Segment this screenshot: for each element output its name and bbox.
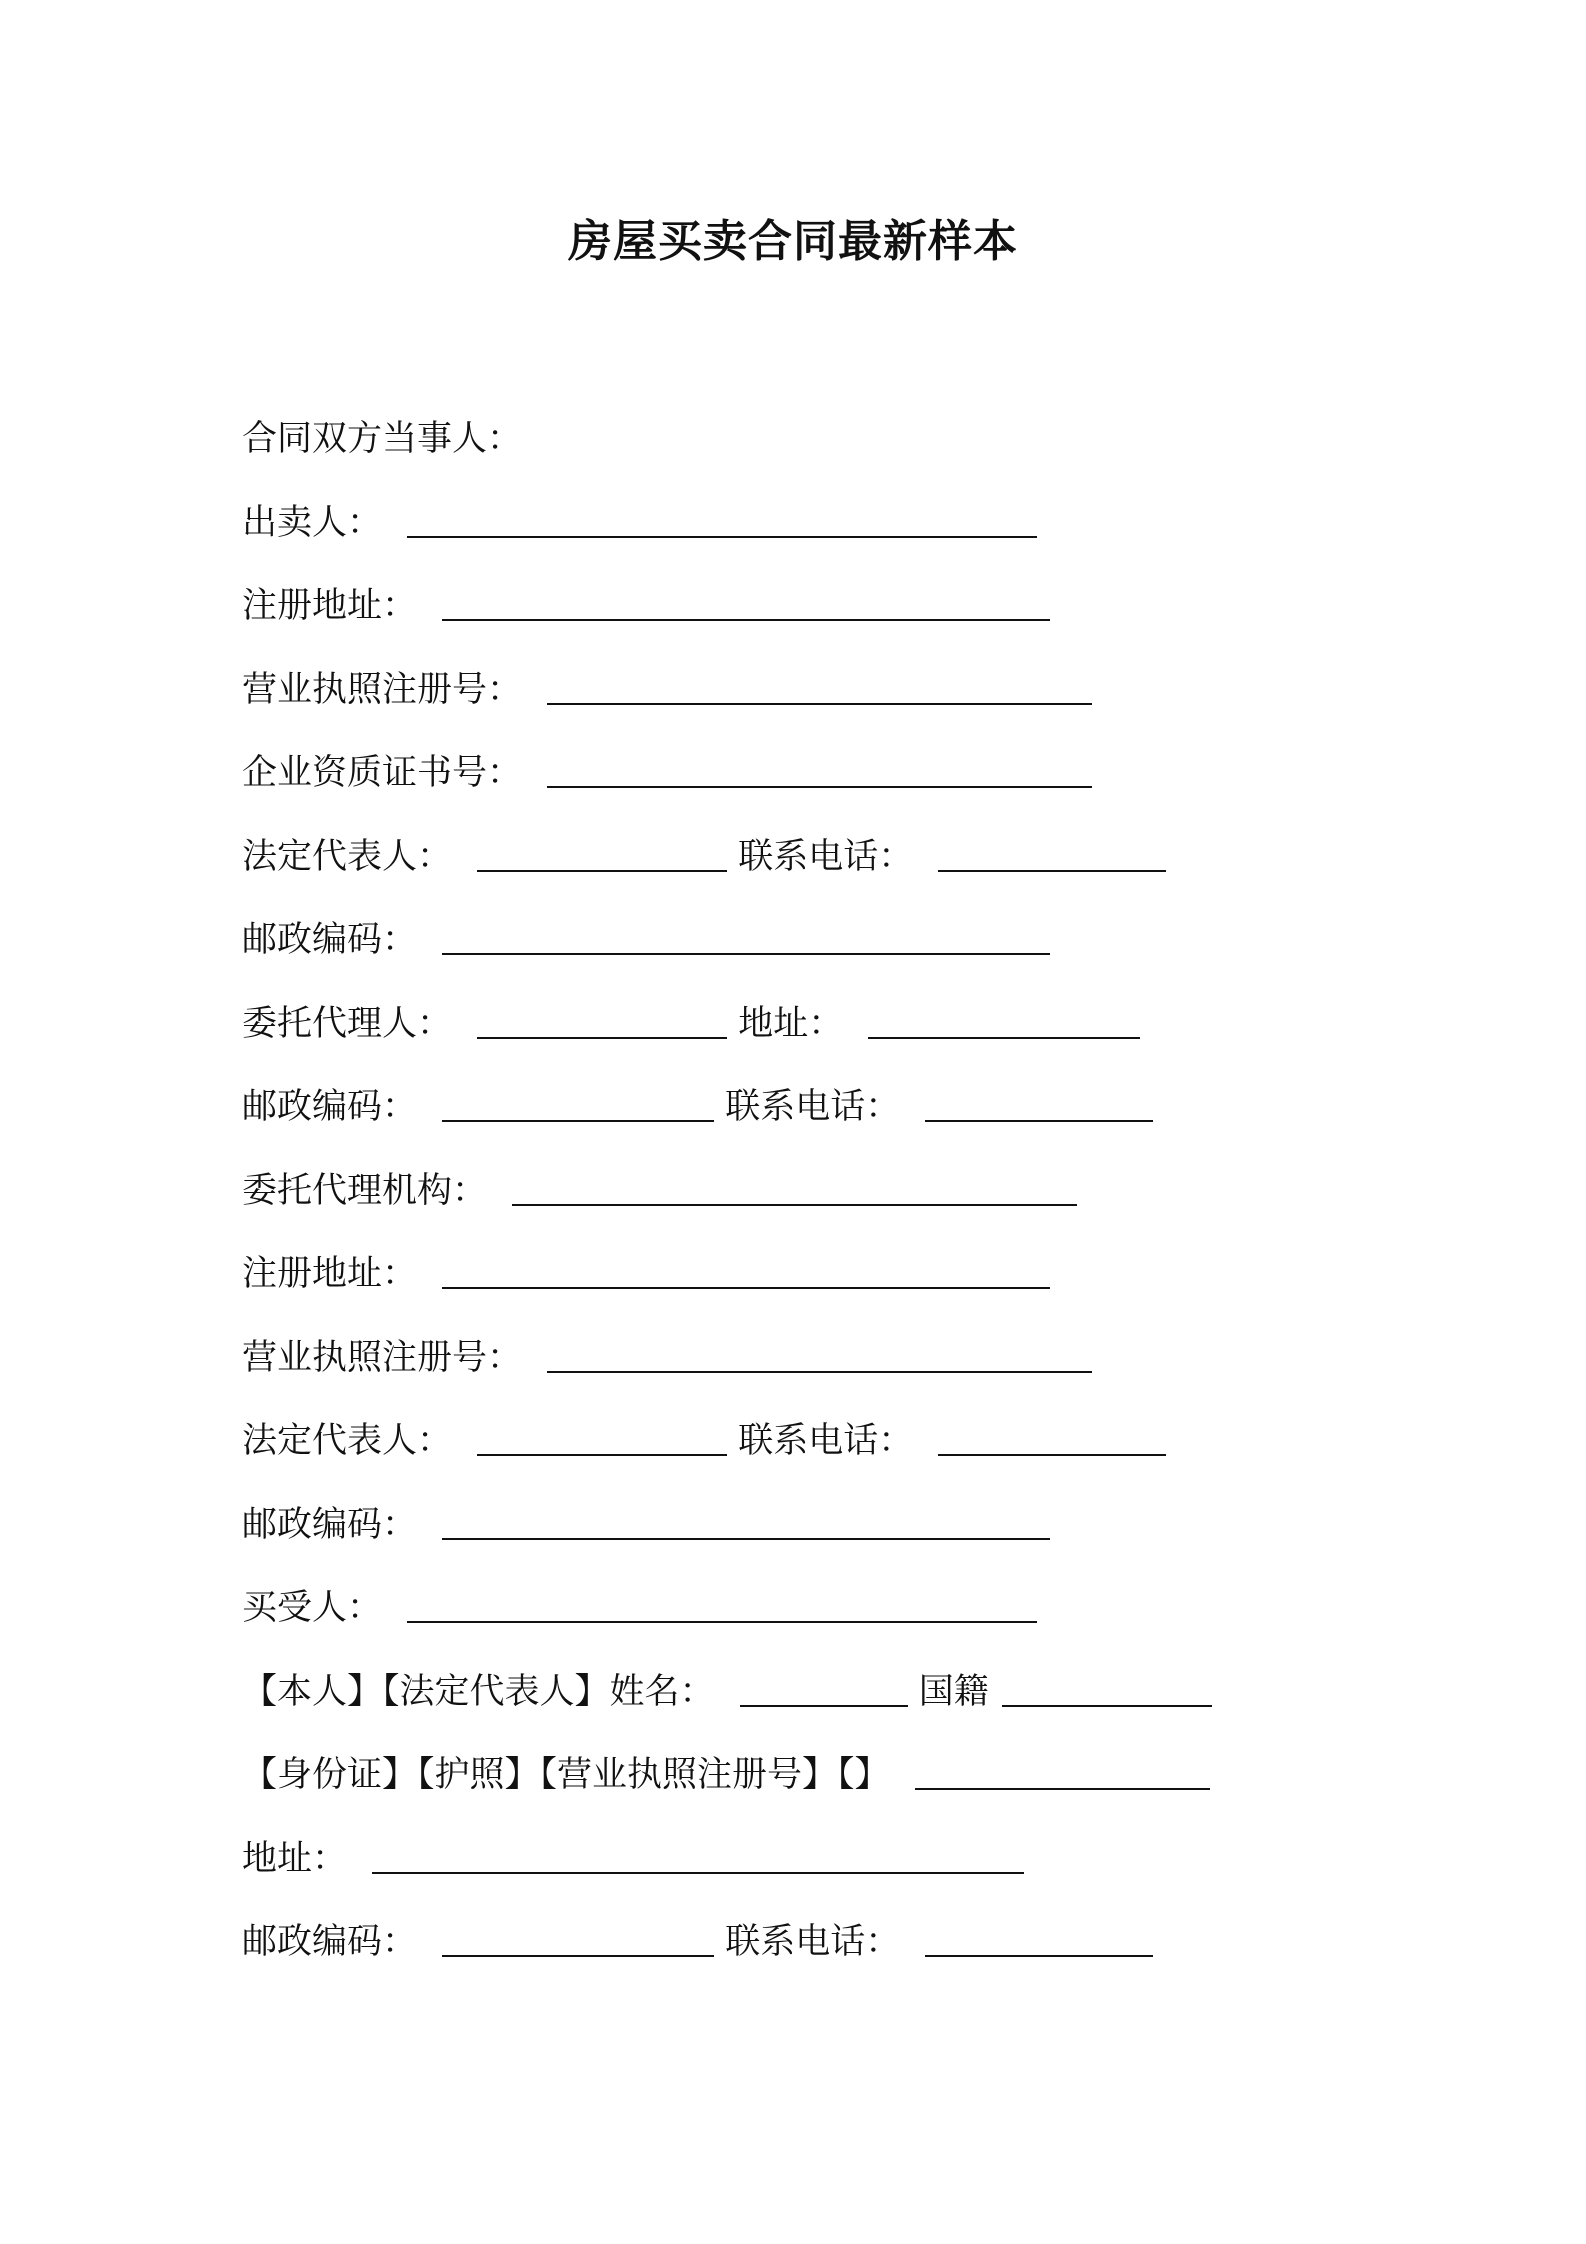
buyer-name-line	[242, 1661, 1402, 1745]
agent-postal-label: 邮政编码：	[242, 1087, 418, 1127]
seller-label: 出卖人：	[242, 502, 383, 543]
buyer-id-label: 【身份证】【护照】【营业执照注册号】【】	[242, 1755, 890, 1795]
buyer-postal-line	[242, 1911, 1402, 1995]
agency-legal-rep-blank	[477, 1454, 727, 1456]
agency-address-line	[242, 1243, 1402, 1327]
nationality-blank	[1002, 1705, 1212, 1707]
buyer-phone-label: 联系电话：	[725, 1922, 901, 1962]
postal-code-line	[242, 909, 1402, 993]
legal-rep-label: 法定代表人：	[242, 836, 453, 877]
agent-phone-blank	[925, 1120, 1153, 1122]
agency-label: 委托代理机构：	[242, 1170, 488, 1211]
parties-heading: 合同双方当事人：	[242, 419, 523, 459]
agent-label: 委托代理人：	[242, 1003, 453, 1044]
buyer-name-label: 【本人】【法定代表人】姓名：	[242, 1671, 715, 1712]
contract-parties-section	[242, 408, 1402, 1995]
agent-address-blank	[868, 1037, 1140, 1039]
agent-postal-blank	[442, 1120, 714, 1122]
agency-blank	[512, 1204, 1077, 1206]
registered-address-line	[242, 575, 1402, 659]
business-license-line	[242, 659, 1402, 743]
qualification-cert-line	[242, 742, 1402, 826]
agency-phone-label: 联系电话：	[738, 1421, 914, 1461]
qualification-cert-label: 企业资质证书号：	[242, 753, 523, 793]
document-title: 房屋买卖合同最新样本	[568, 216, 1018, 267]
agency-legal-rep-label: 法定代表人：	[242, 1421, 453, 1461]
business-license-label: 营业执照注册号：	[242, 669, 523, 710]
qualification-cert-blank	[547, 786, 1092, 788]
agency-address-blank	[442, 1287, 1050, 1289]
agency-postal-line	[242, 1494, 1402, 1578]
agent-line	[242, 993, 1402, 1077]
buyer-label: 买受人：	[242, 1588, 383, 1628]
postal-code-label: 邮政编码：	[242, 920, 418, 960]
legal-rep-line	[242, 826, 1402, 910]
buyer-id-blank	[915, 1788, 1210, 1790]
agency-phone-blank	[938, 1454, 1166, 1456]
agency-address-label: 注册地址：	[242, 1254, 418, 1294]
agency-license-blank	[547, 1371, 1092, 1373]
agency-line	[242, 1160, 1402, 1244]
buyer-address-line	[242, 1828, 1402, 1912]
phone-blank	[938, 870, 1166, 872]
buyer-phone-blank	[925, 1955, 1153, 1957]
seller-blank	[407, 536, 1037, 538]
agent-address-label: 地址：	[738, 1003, 844, 1044]
registered-address-blank	[442, 619, 1050, 621]
phone-label: 联系电话：	[738, 836, 914, 877]
seller-line	[242, 492, 1402, 576]
parties-heading-line	[242, 408, 1402, 492]
agent-postal-line	[242, 1076, 1402, 1160]
agency-license-label: 营业执照注册号：	[242, 1337, 523, 1378]
agency-postal-blank	[442, 1538, 1050, 1540]
buyer-name-blank	[740, 1705, 908, 1707]
buyer-blank	[407, 1621, 1037, 1623]
buyer-postal-label: 邮政编码：	[242, 1922, 418, 1962]
buyer-address-label: 地址：	[242, 1838, 348, 1879]
postal-code-blank	[442, 953, 1050, 955]
agent-blank	[477, 1037, 727, 1039]
agency-postal-label: 邮政编码：	[242, 1504, 418, 1545]
buyer-address-blank	[372, 1872, 1024, 1874]
agent-phone-label: 联系电话：	[725, 1087, 901, 1127]
agency-license-line	[242, 1327, 1402, 1411]
registered-address-label: 注册地址：	[242, 586, 418, 626]
buyer-postal-blank	[442, 1955, 714, 1957]
business-license-blank	[547, 703, 1092, 705]
buyer-id-line	[242, 1744, 1402, 1828]
buyer-line	[242, 1577, 1402, 1661]
legal-rep-blank	[477, 870, 727, 872]
nationality-label: 国籍	[918, 1671, 989, 1712]
agency-legal-rep-line	[242, 1410, 1402, 1494]
